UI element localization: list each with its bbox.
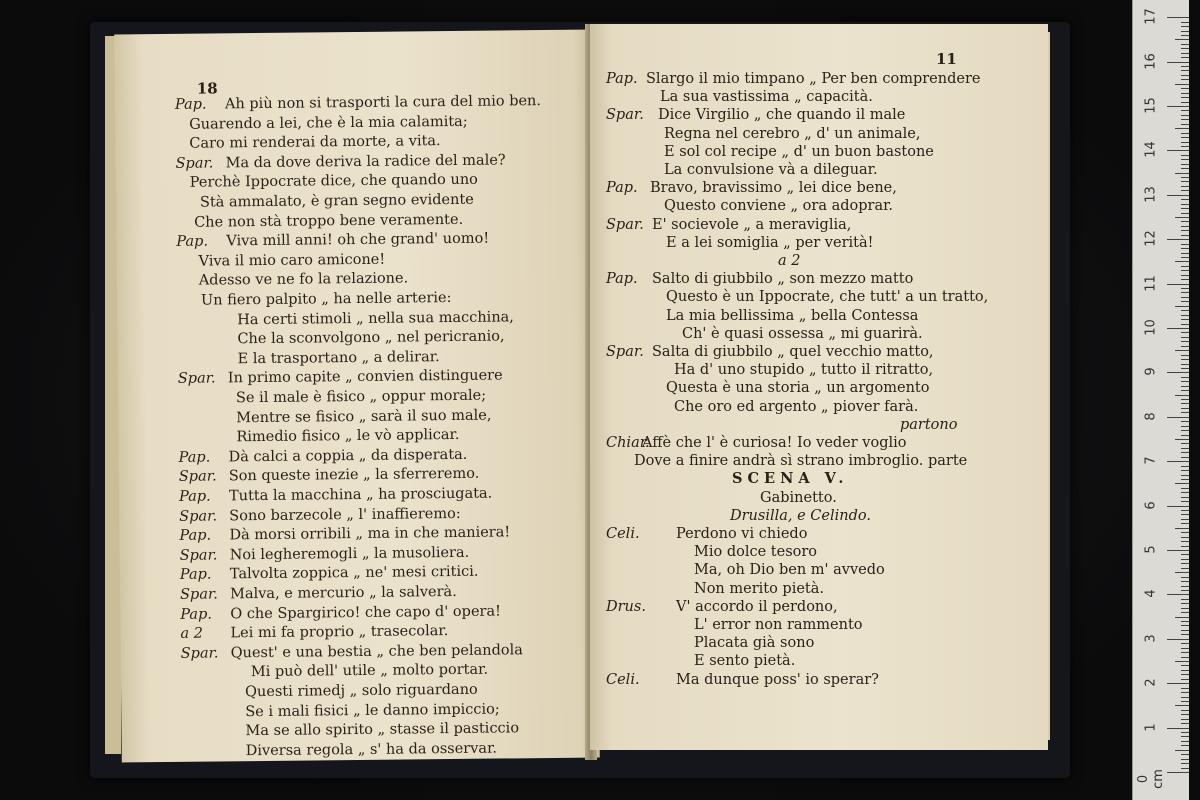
ruler-tick — [1181, 319, 1189, 320]
ruler-tick — [1181, 44, 1189, 45]
ruler-number: 17 — [1143, 8, 1159, 25]
scene-location: Gabinetto. — [760, 489, 837, 506]
verse-text: Caro mi renderai da morte, a vita. — [189, 133, 441, 152]
ruler-tick — [1181, 421, 1189, 422]
ruler-tick — [1181, 266, 1189, 267]
verse-text: Salto di giubbilo „ son mezzo matto — [652, 271, 914, 288]
ruler-tick — [1181, 412, 1189, 413]
verse-text: Dove a finire andrà sì strano imbroglio. parte — [634, 453, 968, 470]
ruler-tick — [1181, 164, 1189, 165]
ruler-tick — [1181, 736, 1189, 737]
ruler-tick — [1167, 594, 1189, 595]
ruler-tick — [1181, 608, 1189, 609]
ruler-tick — [1181, 181, 1189, 182]
ruler-tick — [1181, 590, 1189, 591]
ruler-tick — [1181, 577, 1189, 578]
speaker-label: Pap. — [606, 271, 638, 288]
ruler-tick — [1181, 546, 1189, 547]
ruler-tick — [1181, 115, 1189, 116]
ruler-tick — [1181, 93, 1189, 94]
verse-text: Adesso ve ne fo la relazione. — [198, 270, 409, 290]
right-page — [590, 24, 1048, 750]
ruler-tick — [1181, 763, 1189, 764]
ruler-tick — [1181, 714, 1189, 715]
verse-text: La mia bellissima „ bella Contessa — [666, 307, 919, 324]
ruler-tick — [1181, 35, 1189, 36]
ruler-tick — [1181, 514, 1189, 515]
ruler-tick — [1181, 679, 1189, 680]
ruler-tick — [1181, 26, 1189, 27]
ruler-tick — [1181, 310, 1189, 311]
verse-text: Che oro ed argento „ piover farà. — [674, 398, 919, 415]
ruler-number: 4 — [1143, 589, 1159, 599]
ruler-number: 9 — [1143, 367, 1159, 377]
ruler-tick — [1181, 292, 1189, 293]
verse-text: Ma, oh Dio ben m' avvedo — [694, 562, 885, 579]
verse-text: Non merito pietà. — [694, 580, 825, 597]
ruler-tick — [1167, 728, 1189, 729]
verse-text: E' socievole „ a meraviglia, — [652, 216, 852, 233]
ruler-tick — [1181, 288, 1189, 289]
ruler-tick — [1181, 541, 1189, 542]
verse-text: Che non stà troppo bene veramente. — [194, 211, 464, 231]
ruler-tick — [1181, 510, 1189, 511]
ruler-tick — [1181, 102, 1189, 103]
ruler-tick — [1167, 417, 1189, 418]
ruler-tick — [1181, 390, 1189, 391]
speaker-label: Spar. — [180, 645, 219, 662]
ruler-number: 12 — [1143, 230, 1159, 247]
ruler-tick — [1181, 208, 1189, 209]
verse-text: Questa è una storia „ un argomento — [666, 380, 930, 397]
ruler-tick — [1181, 137, 1189, 138]
ruler-tick — [1181, 119, 1189, 120]
verse-text: Mi può dell' utile „ molto portar. — [250, 662, 489, 681]
verse-text: Che la sconvolgono „ nel pericranio, — [237, 328, 505, 348]
ruler-tick — [1181, 48, 1189, 49]
ruler-tick — [1181, 168, 1189, 169]
ruler-tick — [1181, 759, 1189, 760]
ruler-tick — [1175, 528, 1189, 529]
ruler-tick — [1181, 586, 1189, 587]
verse-text: Son queste inezie „ la sferreremo. — [228, 466, 480, 485]
verse-text: Ma da dove deriva la radice del male? — [225, 152, 506, 172]
ruler-tick — [1175, 705, 1189, 706]
ruler-tick — [1175, 572, 1189, 573]
ruler-tick — [1175, 395, 1189, 396]
ruler-tick — [1175, 306, 1189, 307]
speaker-label: Pap. — [179, 527, 212, 545]
ruler-tick — [1181, 337, 1189, 338]
ruler-tick — [1181, 368, 1189, 369]
ruler-tick — [1181, 732, 1189, 733]
ruler-number: 1 — [1143, 722, 1159, 732]
verse-text: E sol col recipe „ d' un buon bastone — [664, 143, 934, 160]
ruler-tick — [1181, 710, 1189, 711]
ruler-tick — [1167, 328, 1189, 329]
ruler-tick — [1181, 155, 1189, 156]
verse-text: Ma se allo spirito „ stasse il pasticcio — [245, 720, 520, 740]
ruler-number: 7 — [1143, 456, 1159, 465]
verse-text: Questo è un Ippocrate, che tutt' a un tratto, — [666, 289, 989, 306]
verse-text: Mentre se fisico „ sarà il suo male, — [236, 407, 492, 426]
ruler-tick — [1181, 381, 1189, 382]
ruler-tick — [1181, 301, 1189, 302]
ruler-tick — [1167, 683, 1189, 684]
ruler-tick — [1181, 75, 1189, 76]
ruler-tick — [1181, 279, 1189, 280]
ruler-tick — [1181, 66, 1189, 67]
ruler-tick — [1181, 692, 1189, 693]
verse-text: Ha d' uno stupido „ tutto il ritratto, — [674, 362, 934, 379]
verse-text: Viva mill anni! oh che grand' uomo! — [226, 230, 490, 250]
ruler-tick — [1181, 612, 1189, 613]
ruler-tick — [1167, 506, 1189, 507]
verse-text: L' error non rammento — [694, 617, 863, 633]
ruler-tick — [1167, 461, 1189, 462]
ruler-tick — [1181, 652, 1189, 653]
ruler-tick — [1181, 648, 1189, 649]
verse-text: Se i mali fisici „ le danno impiccio; — [245, 701, 500, 720]
ruler-tick — [1181, 701, 1189, 702]
verse-text: Questi rimedj „ solo riguardano — [245, 681, 478, 701]
ruler-tick — [1181, 443, 1189, 444]
ruler-tick — [1167, 195, 1189, 196]
ruler-tick — [1181, 213, 1189, 214]
ruler-tick — [1167, 150, 1189, 151]
ruler-tick — [1167, 106, 1189, 107]
speaker-label: Spar. — [179, 547, 218, 564]
verse-text: E la trasportano „ a delirar. — [237, 348, 440, 368]
verse-text: Dà calci a coppia „ da disperata. — [228, 446, 468, 466]
speaker-label: Pap. — [174, 96, 207, 113]
ruler-tick — [1181, 559, 1189, 560]
verse-text: Perchè Ippocrate dice, che quando uno — [189, 172, 478, 192]
ruler-tick — [1181, 625, 1189, 626]
left-page-number: 18 — [196, 79, 218, 98]
ruler-tick — [1181, 599, 1189, 600]
ruler-tick — [1175, 84, 1189, 85]
ruler-number: 2 — [1143, 678, 1159, 687]
speaker-label: Pap. — [176, 233, 209, 251]
ruler-tick — [1181, 230, 1189, 231]
ruler-tick — [1181, 253, 1189, 254]
ruler-tick — [1181, 53, 1189, 54]
verse-text: Guarendo a lei, che è la mia calamita; — [189, 113, 468, 133]
ruler-tick — [1167, 550, 1189, 551]
ruler-tick — [1181, 697, 1189, 698]
ruler-tick — [1181, 754, 1189, 755]
speaker-label: Pap. — [178, 488, 211, 505]
ruler-tick — [1181, 723, 1189, 724]
ruler-tick — [1181, 475, 1189, 476]
ruler-tick — [1181, 470, 1189, 471]
verse-text: Se il male è fisico „ oppur morale; — [235, 387, 487, 407]
speaker-label: Drus. — [606, 598, 646, 615]
ruler-tick — [1181, 741, 1189, 742]
verse-text: Affè che l' è curiosa! Io veder voglio — [642, 435, 907, 451]
verse-text: Ah più non si trasporti la cura del mio ben. — [224, 93, 542, 113]
speaker-label: Spar. — [175, 155, 214, 172]
ruler-number: 10 — [1143, 319, 1159, 336]
ruler-tick — [1181, 355, 1189, 356]
verse-text: In primo capite „ convien distinguere — [227, 367, 503, 387]
ruler-tick — [1181, 248, 1189, 249]
ruler-tick — [1181, 634, 1189, 635]
ruler-tick — [1181, 386, 1189, 387]
scene-characters: Drusilla, e Celindo. — [730, 507, 871, 524]
ruler-tick — [1181, 408, 1189, 409]
ruler-tick — [1181, 519, 1189, 520]
speaker-label: Pap. — [179, 566, 212, 584]
ruler-tick — [1181, 554, 1189, 555]
verse-text: Ch' è quasi ossessa „ mi guarirà. — [682, 325, 923, 342]
ruler-tick — [1181, 70, 1189, 71]
speaker-label: a 2 — [180, 625, 204, 643]
ruler-tick — [1181, 124, 1189, 125]
ruler-tick — [1181, 399, 1189, 400]
ruler-tick — [1181, 719, 1189, 720]
ruler-tick — [1181, 142, 1189, 143]
ruler-tick — [1175, 173, 1189, 174]
ruler-tick — [1181, 159, 1189, 160]
ruler-tick — [1181, 665, 1189, 666]
ruler-tick — [1181, 537, 1189, 538]
verse-text: Rimedio fisico „ le vò applicar. — [236, 427, 460, 446]
ruler-tick — [1181, 563, 1189, 564]
verse-text: Noi legheremogli „ la musoliera. — [229, 544, 470, 564]
ruler-tick — [1181, 657, 1189, 658]
ruler-tick — [1181, 186, 1189, 187]
verse-text: E a lei somiglia „ per verità! — [666, 234, 874, 251]
ruler-tick — [1181, 244, 1189, 245]
ruler-tick — [1181, 688, 1189, 689]
speaker-label: Celi. — [606, 671, 640, 688]
speaker-label: Spar. — [606, 344, 644, 360]
ruler-tick — [1181, 532, 1189, 533]
ruler-tick — [1181, 133, 1189, 134]
ruler-tick — [1181, 457, 1189, 458]
ruler-tick — [1175, 661, 1189, 662]
ruler-tick — [1181, 643, 1189, 644]
ruler-tick — [1181, 466, 1189, 467]
verse-text: Tutta la macchina „ ha prosciugata. — [228, 485, 493, 505]
ruler-number: 13 — [1143, 186, 1159, 203]
ruler-tick — [1181, 488, 1189, 489]
ruler-tick — [1181, 346, 1189, 347]
a-due-label: a 2 — [778, 253, 801, 269]
ruler-tick — [1167, 17, 1189, 18]
ruler-tick — [1181, 430, 1189, 431]
measuring-ruler — [1132, 0, 1189, 800]
ruler-tick — [1175, 617, 1189, 618]
ruler-tick — [1181, 501, 1189, 502]
verse-text: Quest' e una bestia „ che ben pelandola — [230, 642, 523, 662]
ruler-tick — [1181, 674, 1189, 675]
ruler-number: 15 — [1143, 97, 1159, 114]
ruler-tick — [1181, 324, 1189, 325]
verse-text: Viva il mio caro amicone! — [198, 251, 386, 270]
speaker-label: Spar. — [606, 216, 644, 233]
ruler-tick — [1181, 270, 1189, 271]
verse-text: Questo conviene „ ora adoprar. — [664, 198, 894, 215]
verse-text: Sono barzecole „ l' inaffieremo: — [229, 505, 461, 524]
ruler-tick — [1181, 403, 1189, 404]
ruler-tick — [1181, 621, 1189, 622]
ruler-tick — [1181, 97, 1189, 98]
ruler-tick — [1175, 261, 1189, 262]
verse-text: Lei mi fa proprio „ trasecolar. — [230, 623, 449, 642]
ruler-tick — [1181, 57, 1189, 58]
ruler-tick — [1181, 745, 1189, 746]
ruler-tick — [1181, 364, 1189, 365]
ruler-tick — [1167, 62, 1189, 63]
ruler-tick — [1181, 448, 1189, 449]
ruler-tick — [1181, 221, 1189, 222]
verse-text: V' accordo il perdono, — [676, 598, 838, 615]
verse-text: Stà ammalato, è gran segno evidente — [199, 191, 474, 211]
ruler-tick — [1181, 377, 1189, 378]
verse-text: La sua vastissima „ capacità. — [660, 89, 873, 106]
verse-text: Diversa regola „ s' ha da osservar. — [245, 740, 498, 759]
ruler-tick — [1181, 332, 1189, 333]
ruler-tick — [1175, 217, 1189, 218]
verse-text: Talvolta zoppica „ ne' mesi critici. — [229, 564, 479, 583]
verse-text: Mio dolce tesoro — [694, 544, 818, 561]
speaker-label: Pap. — [606, 180, 638, 197]
ruler-number: 11 — [1143, 274, 1159, 292]
scene-heading: SCENA V. — [732, 470, 849, 488]
ruler-tick — [1181, 177, 1189, 178]
ruler-tick — [1181, 603, 1189, 604]
ruler-tick — [1167, 284, 1189, 285]
verse-text: Dà morsi orribili „ ma in che maniera! — [229, 524, 511, 544]
ruler-number: 16 — [1143, 52, 1159, 70]
ruler-tick — [1181, 315, 1189, 316]
ruler-tick — [1181, 581, 1189, 582]
ruler-tick — [1175, 39, 1189, 40]
ruler-tick — [1181, 768, 1189, 769]
ruler-tick — [1181, 190, 1189, 191]
ruler-tick — [1181, 568, 1189, 569]
verse-text: Salta di giubbilo „ quel vecchio matto, — [652, 344, 934, 360]
verse-text: O che Spargirico! che capo d' opera! — [230, 603, 501, 622]
verse-text: Regna nel cerebro „ d' un animale, — [664, 125, 921, 142]
ruler-number: 3 — [1143, 634, 1159, 643]
speaker-label: Spar. — [177, 370, 216, 388]
ruler-tick — [1167, 772, 1189, 773]
ruler-tick — [1181, 341, 1189, 342]
ruler-tick — [1181, 359, 1189, 360]
ruler-tick — [1181, 435, 1189, 436]
ruler-tick — [1181, 79, 1189, 80]
ruler-tick — [1181, 146, 1189, 147]
verse-text: Placata già sono — [694, 635, 815, 652]
ruler-tick — [1181, 204, 1189, 205]
ruler-tick — [1181, 199, 1189, 200]
ruler-number: 0 cm — [1136, 769, 1166, 789]
stage-direction: partono — [900, 416, 958, 433]
verse-text: Bravo, bravissimo „ lei dice bene, — [650, 180, 897, 197]
ruler-tick — [1181, 235, 1189, 236]
ruler-number: 14 — [1143, 141, 1159, 159]
ruler-number: 5 — [1143, 545, 1159, 554]
ruler-tick — [1181, 630, 1189, 631]
speaker-label: Spar. — [179, 586, 218, 603]
ruler-tick — [1181, 452, 1189, 453]
ruler-tick — [1175, 439, 1189, 440]
ruler-tick — [1181, 257, 1189, 258]
ruler-tick — [1175, 483, 1189, 484]
ruler-tick — [1175, 128, 1189, 129]
ruler-tick — [1167, 639, 1189, 640]
verse-text: E sento pietà. — [694, 653, 796, 670]
speaker-label: Pap. — [178, 449, 211, 466]
verse-text: Slargo il mio timpano „ Per ben comprendere — [646, 71, 981, 87]
right-page-number: 11 — [936, 50, 957, 68]
speaker-label: Chiar. — [606, 435, 650, 451]
ruler-tick — [1181, 497, 1189, 498]
ruler-tick — [1181, 523, 1189, 524]
ruler-tick — [1181, 297, 1189, 298]
left-page — [114, 30, 600, 763]
ruler-tick — [1181, 426, 1189, 427]
ruler-tick — [1167, 239, 1189, 240]
ruler-tick — [1181, 22, 1189, 23]
ruler-tick — [1181, 88, 1189, 89]
speaker-label: Spar. — [178, 468, 217, 486]
speaker-label: Spar. — [606, 107, 644, 124]
speaker-label: Pap. — [180, 606, 213, 623]
verse-text: Ha certi stimoli „ nella sua macchina, — [237, 308, 514, 328]
ruler-tick — [1181, 31, 1189, 32]
ruler-tick — [1167, 372, 1189, 373]
speaker-label: Pap. — [606, 71, 638, 87]
ruler-tick — [1175, 350, 1189, 351]
verse-text: Malva, e mercurio „ la salverà. — [229, 583, 457, 603]
ruler-tick — [1181, 275, 1189, 276]
verse-text: Un fiero palpito „ ha nelle arterie: — [200, 290, 452, 309]
ruler-tick — [1181, 492, 1189, 493]
ruler-tick — [1181, 110, 1189, 111]
speaker-label: Celi. — [606, 526, 640, 542]
ruler-number: 6 — [1143, 500, 1159, 510]
verse-text: La convulsione và a dileguar. — [664, 162, 878, 178]
ruler-tick — [1181, 670, 1189, 671]
verse-text: Perdono vi chiedo — [676, 526, 808, 542]
verse-text: Ma dunque poss' io sperar? — [676, 671, 879, 688]
ruler-tick — [1175, 750, 1189, 751]
ruler-tick — [1181, 479, 1189, 480]
ruler-number: 8 — [1143, 412, 1159, 421]
speaker-label: Spar. — [179, 508, 218, 525]
ruler-tick — [1181, 226, 1189, 227]
verse-text: Dice Virgilio „ che quando il male — [658, 107, 906, 124]
